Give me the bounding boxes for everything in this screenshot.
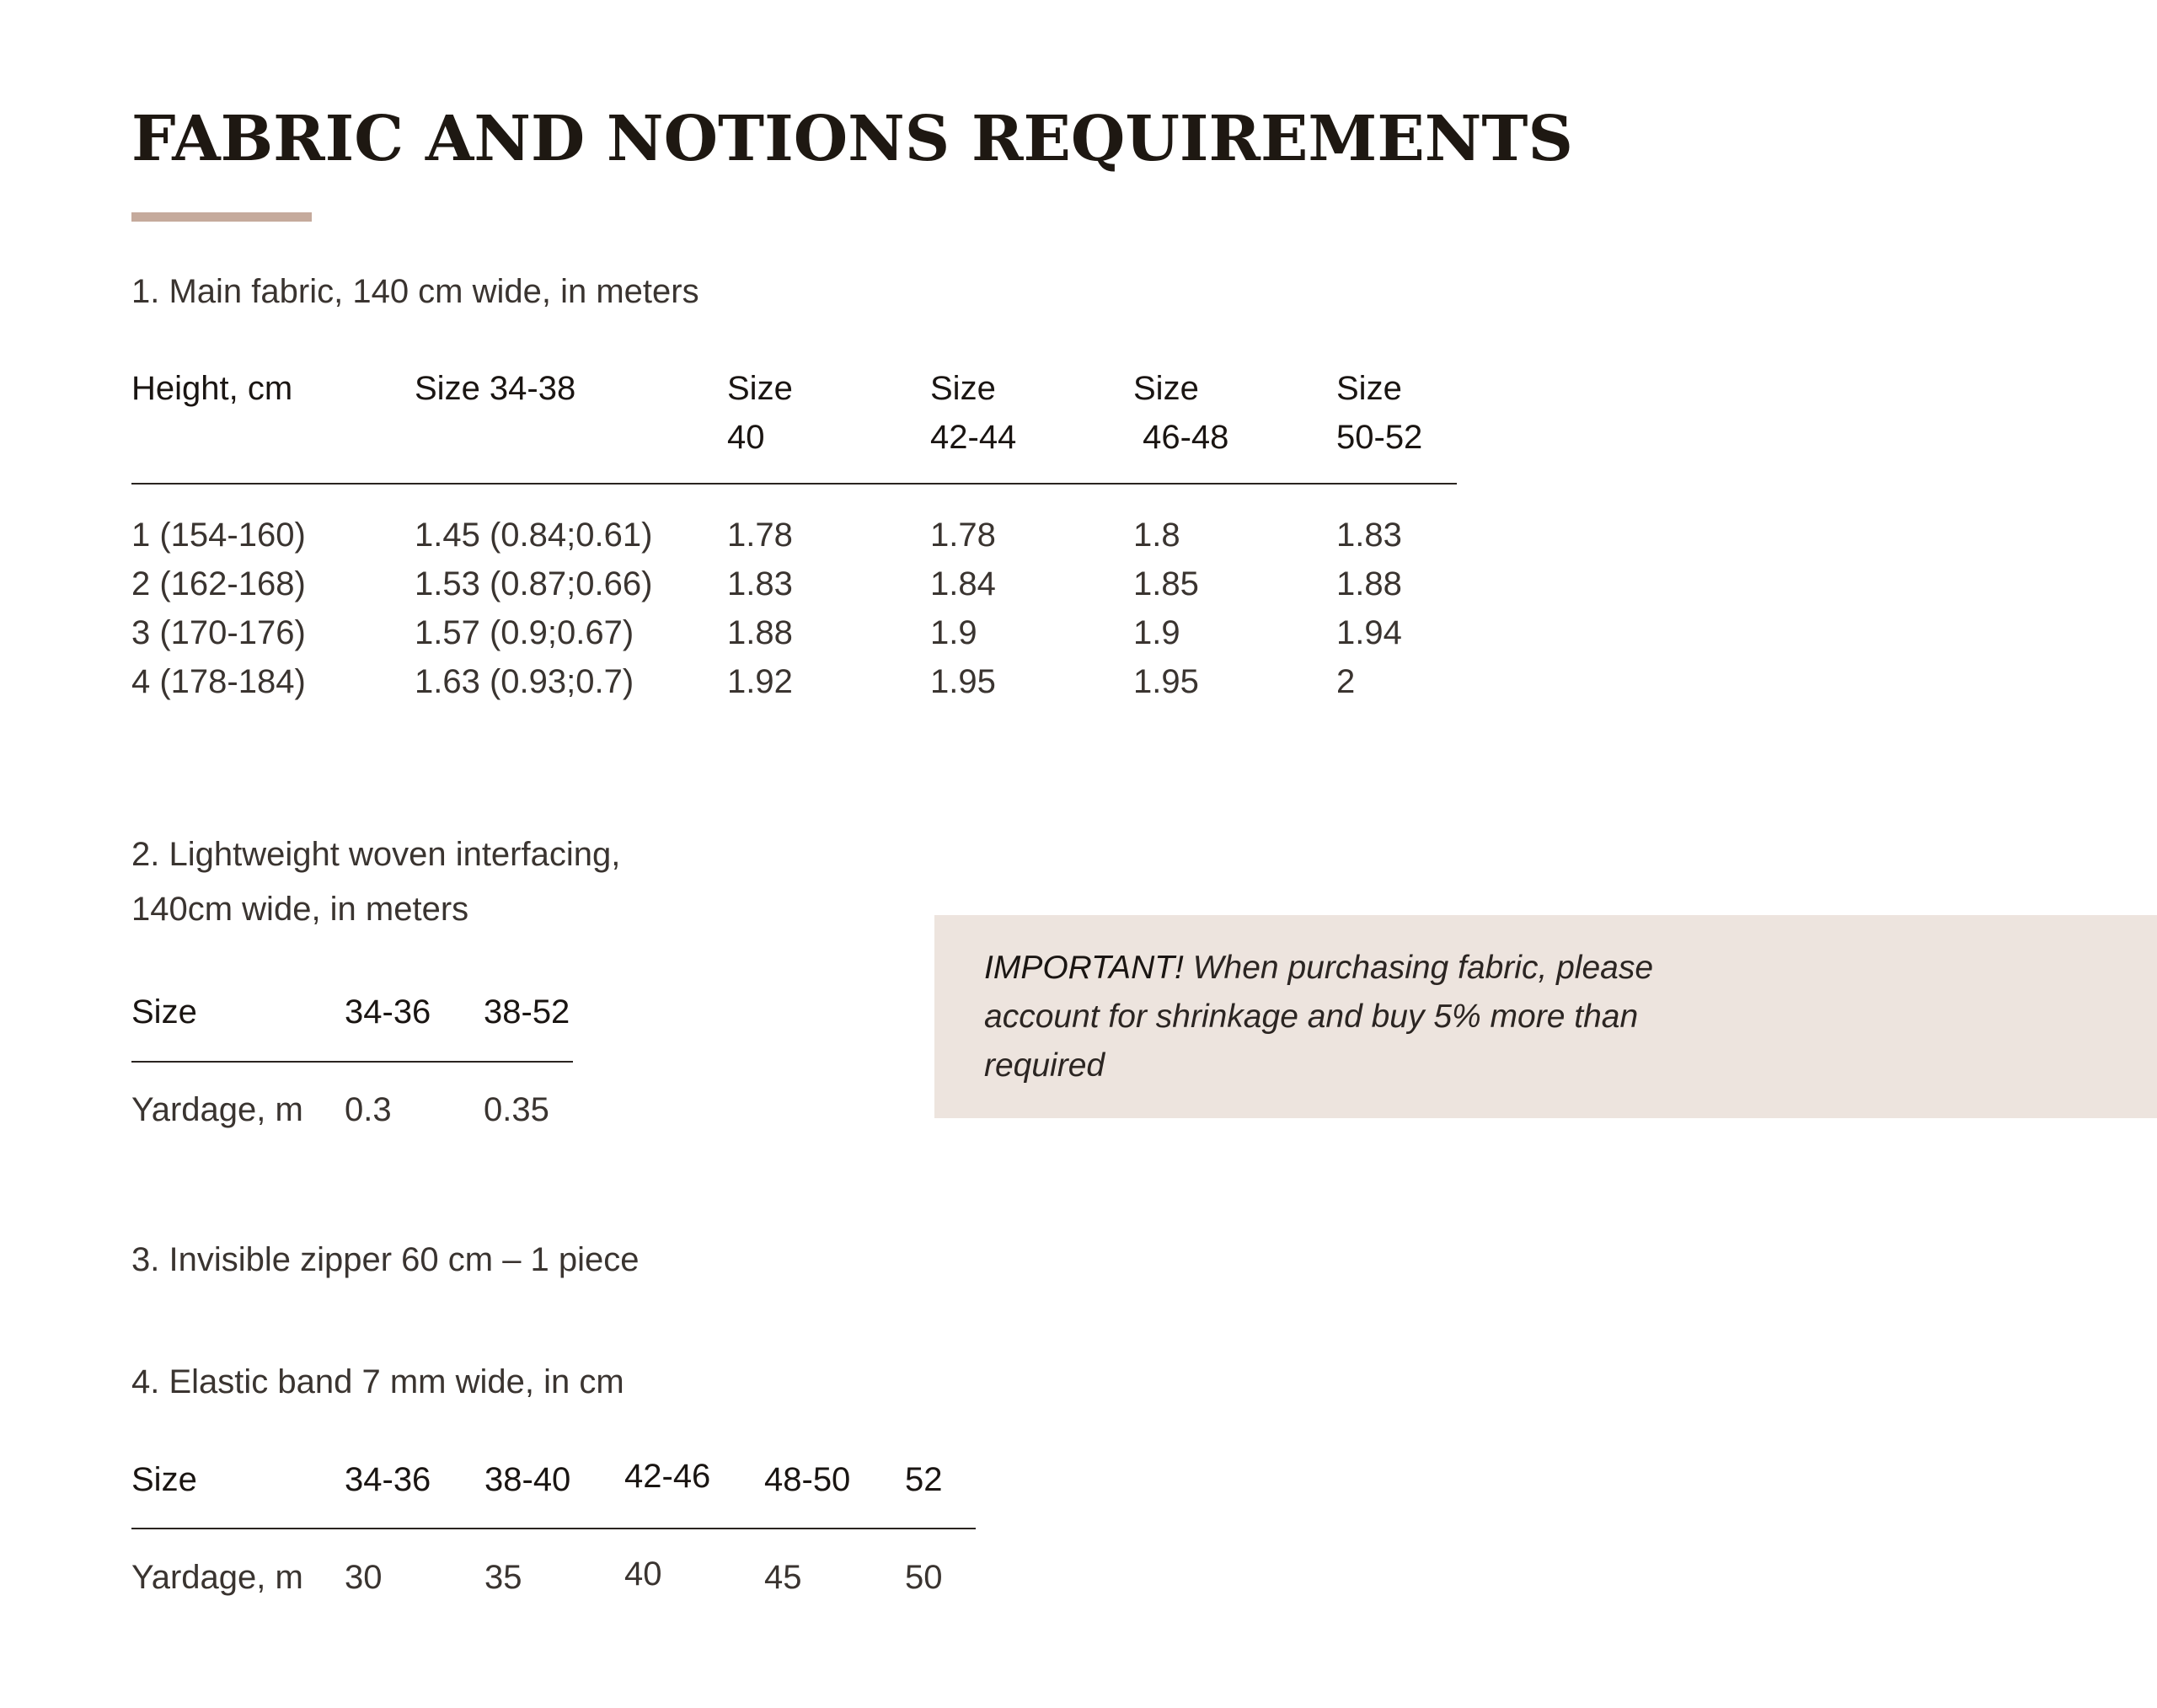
table-cell: 45 [764, 1559, 802, 1596]
table-cell: 2 (162-168) [131, 565, 306, 602]
table-cell: 1.84 [930, 565, 996, 602]
s1-col-size-50-52-line2: 50-52 [1336, 419, 1423, 456]
s4-col-42-46: 42-46 [624, 1458, 711, 1495]
s4-col-size: Size [131, 1461, 197, 1498]
s2-col-size: Size [131, 993, 197, 1031]
table-cell: 1.9 [930, 614, 977, 651]
s1-col-size-46-48-line2: 46-48 [1133, 419, 1229, 456]
table-cell: 1.78 [930, 517, 996, 554]
table-cell: 40 [624, 1555, 662, 1593]
s4-col-34-36: 34-36 [345, 1461, 431, 1498]
table-cell: 3 (170-176) [131, 614, 306, 651]
section-3-heading: 3. Invisible zipper 60 cm – 1 piece [131, 1241, 640, 1278]
page-title: FABRIC AND NOTIONS REQUIREMENTS [131, 103, 1573, 175]
section-4-heading: 4. Elastic band 7 mm wide, in cm [131, 1363, 624, 1400]
s4-header-rule [131, 1528, 976, 1529]
table-cell: 1.88 [727, 614, 793, 651]
important-callout [934, 915, 2157, 1118]
table-cell: 4 (178-184) [131, 663, 306, 700]
s4-col-48-50: 48-50 [764, 1461, 851, 1498]
table-cell: 1.45 (0.84;0.61) [415, 517, 653, 554]
table-cell: 1.53 (0.87;0.66) [415, 565, 653, 602]
table-cell: 1.95 [930, 663, 996, 700]
s1-col-height: Height, cm [131, 370, 293, 407]
title-accent-rule [131, 212, 312, 222]
section-1-heading: 1. Main fabric, 140 cm wide, in meters [131, 273, 699, 310]
table-cell: 30 [345, 1559, 383, 1596]
table-cell: 35 [484, 1559, 522, 1596]
s2-row-label: Yardage, m [131, 1091, 303, 1128]
s1-col-size-42-44 [930, 364, 1016, 462]
table-cell: 0.3 [345, 1091, 392, 1128]
table-cell: 1.83 [727, 565, 793, 602]
s1-col-size-46-48 [1133, 364, 1228, 462]
s2-col-38-52: 38-52 [484, 993, 570, 1031]
s1-header-rule [131, 483, 1457, 485]
s4-col-38-40: 38-40 [484, 1461, 571, 1498]
table-cell: 1.88 [1336, 565, 1402, 602]
table-cell: 1 (154-160) [131, 517, 306, 554]
table-cell: 1.57 (0.9;0.67) [415, 614, 634, 651]
table-cell: 1.94 [1336, 614, 1402, 651]
s2-col-34-36: 34-36 [345, 993, 431, 1031]
table-cell: 2 [1336, 663, 1356, 700]
callout-strong: IMPORTANT! [984, 950, 1184, 986]
table-cell: 1.78 [727, 517, 793, 554]
table-cell: 1.83 [1336, 517, 1402, 554]
table-cell: 1.63 (0.93;0.7) [415, 663, 634, 700]
table-cell: 1.9 [1133, 614, 1180, 651]
table-cell: 1.8 [1133, 517, 1180, 554]
s1-col-size-40-line2: 40 [727, 419, 765, 456]
s2-header-rule [131, 1061, 573, 1063]
s1-col-size-50-52 [1336, 364, 1422, 462]
table-cell: 1.92 [727, 663, 793, 700]
callout-text [984, 944, 1709, 1090]
s1-col-size-42-44-line1: Size [930, 370, 996, 407]
s1-col-size-40-line1: Size [727, 370, 793, 407]
s1-col-size-46-48-line1: Size [1133, 370, 1199, 407]
s1-col-size-40 [727, 364, 793, 462]
callout-body: When purchasing fabric, please account for shrinkage and buy 5% more than required [984, 950, 1654, 1084]
table-cell: 1.95 [1133, 663, 1199, 700]
s1-col-size-42-44-line2: 42-44 [930, 419, 1017, 456]
section-2-heading-line2: 140cm wide, in meters [131, 891, 469, 928]
table-cell: 0.35 [484, 1091, 549, 1128]
s1-col-size-34-38: Size 34-38 [415, 370, 576, 407]
section-2-heading-line1: 2. Lightweight woven interfacing, [131, 836, 621, 873]
table-cell: 50 [905, 1559, 943, 1596]
s1-col-size-50-52-line1: Size [1336, 370, 1402, 407]
table-cell: 1.85 [1133, 565, 1199, 602]
s4-col-52: 52 [905, 1461, 943, 1498]
s4-row-label: Yardage, m [131, 1559, 303, 1596]
